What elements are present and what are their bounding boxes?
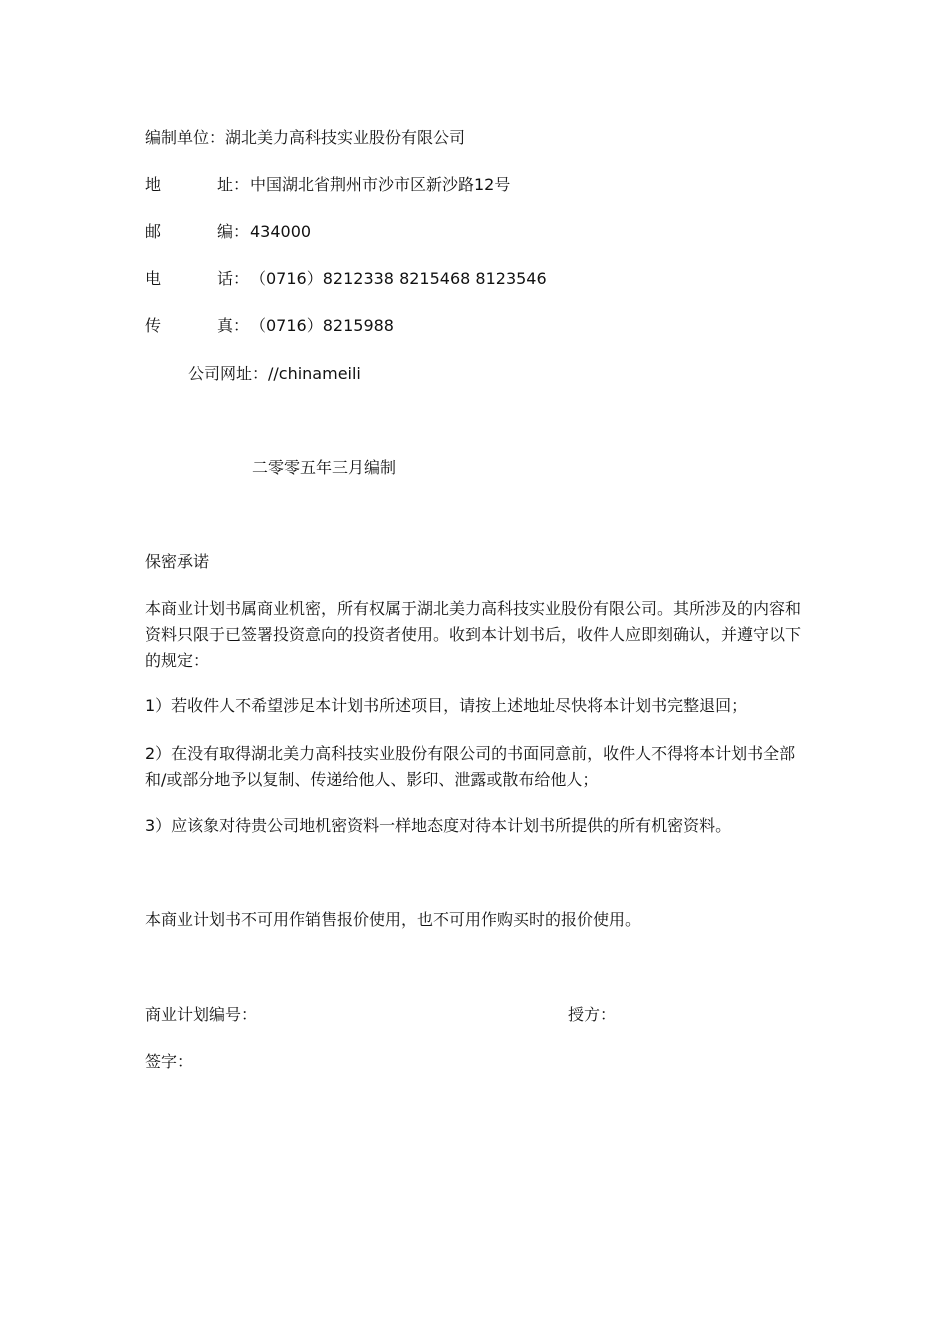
postcode-label-a: 邮 xyxy=(145,222,162,241)
compile-date: 二零零五年三月编制 xyxy=(252,458,397,477)
address-label-a: 地 xyxy=(145,175,162,194)
postcode-label-b: 编： xyxy=(217,222,250,241)
pricing-notice: 本商业计划书不可用作销售报价使用，也不可用作购买时的报价使用。 xyxy=(145,910,642,929)
confidentiality-intro: 本商业计划书属商业机密，所有权属于湖北美力高科技实业股份有限公司。其所涉及的内容和资料只限于已签署投资意向的投资者使用。收到本计划书后，收件人应即刻确认，并遵守以下的规定： xyxy=(145,599,802,670)
grantee-label: 授方： xyxy=(568,1005,617,1024)
address-label-b: 址： xyxy=(217,175,250,194)
phone-label-a: 电 xyxy=(145,269,162,288)
plan-number-label: 商业计划编号： xyxy=(145,1005,258,1024)
rule-item-3: 3）应该象对待贵公司地机密资料一样地态度对待本计划书所提供的所有机密资料。 xyxy=(145,816,732,835)
address-value: 中国湖北省荆州市沙市区新沙路12号 xyxy=(250,175,511,194)
website-line: 公司网址：//chinameili xyxy=(188,364,361,383)
phone-label-b: 话： xyxy=(217,269,250,288)
rule-item-2: 2）在没有取得湖北美力高科技实业股份有限公司的书面同意前，收件人不得将本计划书全部和/或部分地予以复制、传递给他人、影印、泄露或散布给他人； xyxy=(145,744,796,789)
confidentiality-title: 保密承诺 xyxy=(145,552,210,571)
postcode-value: 434000 xyxy=(250,222,312,241)
org-line: 编制单位：湖北美力高科技实业股份有限公司 xyxy=(145,128,466,147)
fax-value: （0716）8215988 xyxy=(250,316,394,335)
fax-label-b: 真： xyxy=(217,316,250,335)
phone-value: （0716）8212338 8215468 8123546 xyxy=(250,269,547,288)
fax-label-a: 传 xyxy=(145,316,162,335)
signature-label: 签字： xyxy=(145,1052,194,1071)
rule-item-1: 1）若收件人不希望涉足本计划书所述项目，请按上述地址尽快将本计划书完整退回； xyxy=(145,696,748,715)
